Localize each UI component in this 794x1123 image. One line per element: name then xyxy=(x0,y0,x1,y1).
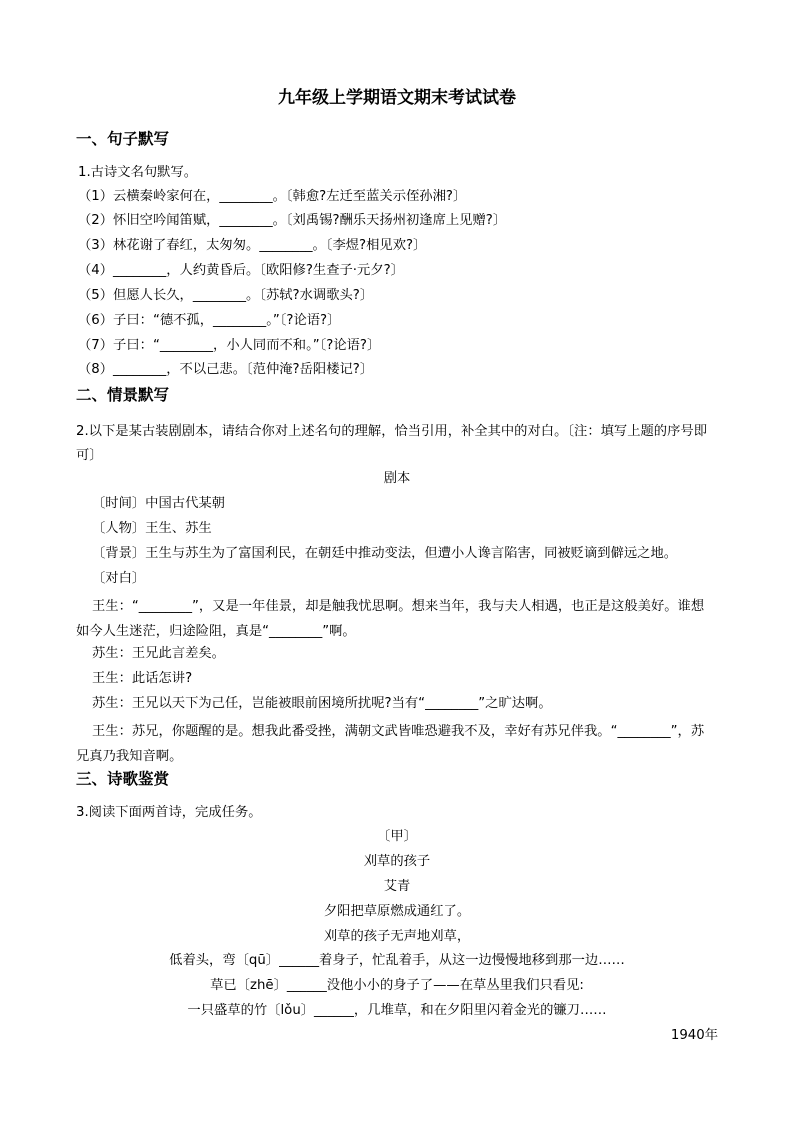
question-1-item-3: （3）林花谢了春红，太匆匆。________。〔李煜?相见欢?〕 xyxy=(78,238,427,253)
question-1-item-8: （8）________，不以己悲。〔范仲淹?岳阳楼记?〕 xyxy=(78,362,374,377)
poem-label: 〔甲〕 xyxy=(377,829,417,844)
poem-line-2: 刈草的孩子无声地刈草， xyxy=(323,929,471,944)
section-heading-poetry-appreciation: 三、诗歌鉴赏 xyxy=(76,770,170,788)
page-title: 九年级上学期语文期末考试试卷 xyxy=(278,88,516,108)
poem-author: 艾青 xyxy=(383,879,411,894)
dialogue-line-5: 王生：苏兄，你题醒的是。想我此番受挫，满朝文武皆唯恐避我不及，幸好有苏兄伴我。“________”，苏兄真乃我知音啊。 xyxy=(76,724,705,764)
script-people: 〔人物〕王生、苏生 xyxy=(92,521,212,536)
question-1-item-4: （4）________，人约黄昏后。〔欧阳修?生查子·元夕?〕 xyxy=(78,263,404,278)
section-heading-scenario-dictation: 二、情景默写 xyxy=(76,386,170,404)
question-1-item-5: （5）但愿人长久，________。〔苏轼?水调歌头?〕 xyxy=(78,288,374,303)
dialogue-line-4: 苏生：王兄以天下为己任，岂能被眼前困境所扰呢?当有“________”之旷达啊。 xyxy=(92,696,552,711)
poem-line-5: 一只盛草的竹〔lǒu〕______，几堆草，和在夕阳里闪着金光的镰刀…… xyxy=(187,1003,607,1018)
question-2-prompt: 2.以下是某古装剧剧本，请结合你对上述名句的理解，恰当引用，补全其中的对白。〔注：填写上题的序号即可〕 xyxy=(76,424,707,463)
poem-year: 1940年 xyxy=(670,1028,718,1043)
dialogue-line-2: 苏生：王兄此言差矣。 xyxy=(92,646,225,661)
question-1-prompt: 1.古诗文名句默写。 xyxy=(78,165,198,180)
script-background: 〔背景〕王生与苏生为了富国利民，在朝廷中推动变法，但遭小人谗言陷害，同被贬谪到僻远之地。 xyxy=(92,546,678,561)
question-1-item-2: （2）怀旧空吟闻笛赋，________。〔刘禹锡?酬乐天扬州初逢席上见赠?〕 xyxy=(78,213,507,228)
script-dialogue-label: 〔对白〕 xyxy=(92,571,146,586)
script-title: 剧本 xyxy=(383,471,411,486)
question-1-item-1: （1）云横秦岭家何在，________。〔韩愈?左迁至蓝关示侄孙湘?〕 xyxy=(78,189,467,204)
dialogue-line-1: 王生：“________”，又是一年佳景，却是触我忧思啊。想来当年，我与夫人相遇，也正是这般美好。谁想如今人生迷茫，归途险阻，真是“________”啊。 xyxy=(76,599,705,639)
question-1-item-7: （7）子曰：“________，小人同而不和。”〔?论语?〕 xyxy=(78,338,381,353)
poem-line-3: 低着头，弯〔qū〕______着身子，忙乱着手，从这一边慢慢地移到那一边…… xyxy=(169,953,625,968)
script-time: 〔时间〕中国古代某朝 xyxy=(92,496,225,511)
poem-line-1: 夕阳把草原燃成通红了。 xyxy=(323,904,471,919)
poem-title: 刈草的孩子 xyxy=(363,854,431,869)
question-1-item-6: （6）子曰：“德不孤，________。”〔?论语?〕 xyxy=(78,313,341,328)
section-heading-sentence-dictation: 一、句子默写 xyxy=(76,130,170,148)
question-3-prompt: 3.阅读下面两首诗，完成任务。 xyxy=(76,805,262,820)
poem-line-4: 草已〔zhē〕______没他小小的身子了——在草丛里我们只看见: xyxy=(210,978,584,993)
dialogue-line-3: 王生：此话怎讲? xyxy=(92,671,193,686)
